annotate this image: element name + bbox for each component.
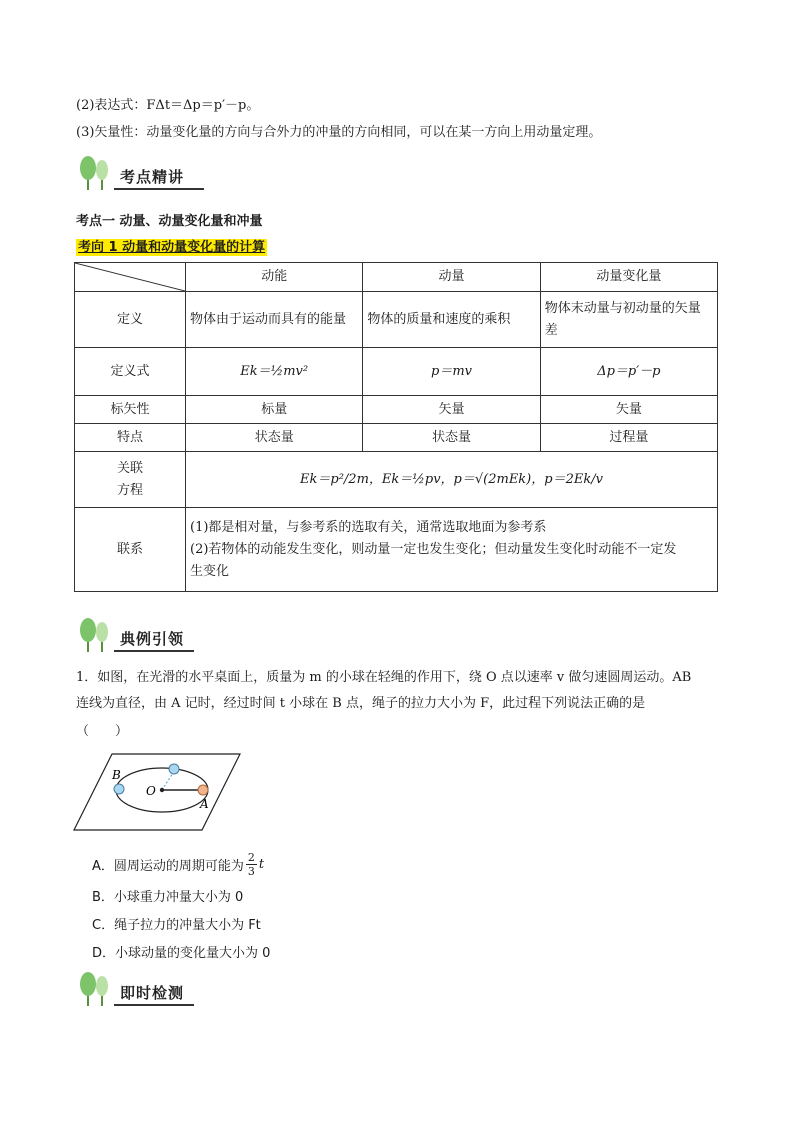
tree-icon: [76, 970, 116, 1010]
heading-underline: [114, 188, 204, 190]
cell-def-momentum: 物体的质量和速度的乘积: [363, 292, 540, 348]
heading-kaodian: [76, 154, 216, 194]
cell-connection: [186, 508, 718, 592]
connection-line1: (1)都是相对量，与参考系的选取有关，通常选取地面为参考系: [190, 519, 547, 535]
cell-feature-change: 过程量: [540, 424, 717, 452]
heading-underline: [114, 1004, 194, 1006]
vector-line: (3)矢量性：动量变化量的方向与合外力的冲量的方向相同，可以在某一方向上用动量定理。: [76, 125, 602, 140]
row-label-relation: [75, 452, 186, 508]
tree-icon: [76, 154, 116, 194]
table-corner: [75, 263, 186, 292]
label-a: A: [200, 797, 209, 811]
heading-kaodian-text: 考点精讲: [120, 168, 185, 186]
circular-motion-figure: [72, 752, 242, 832]
comparison-table: [74, 262, 718, 592]
connection-line3: 生变化: [190, 563, 230, 579]
question-line1: 1．如图，在光滑的水平桌面上，质量为 m 的小球在轻绳的作用下，绕 O 点以速率 v 做匀速圆周运动。AB: [76, 670, 692, 685]
question-line2: 连线为直径，由 A 记时，经过时间 t 小球在 B 点，绳子的拉力大小为 F，此过程下列说法正确的是: [76, 696, 646, 711]
header-kinetic-energy: 动能: [186, 263, 363, 292]
cell-sv-change: 矢量: [540, 396, 717, 424]
relation-label-line1: 关联: [116, 460, 143, 476]
cell-feature-kinetic: 状态量: [186, 424, 363, 452]
option-c[interactable]: C．绳子拉力的冲量大小为 Ft: [92, 918, 261, 933]
row-label-feature: 特点: [75, 424, 186, 452]
cell-feature-momentum: 状态量: [363, 424, 540, 452]
section-kaodian1: 考点一 动量、动量变化量和冲量: [76, 214, 263, 229]
diagonal-line: [75, 263, 185, 291]
option-a-suffix: t: [258, 856, 265, 872]
cell-def-change: 物体末动量与初动量的矢量差: [540, 292, 717, 348]
fraction-denominator: 3: [247, 864, 255, 878]
option-a-prefix: A．圆周运动的周期可能为: [92, 858, 244, 874]
option-a-fraction: [246, 851, 257, 878]
option-d[interactable]: D．小球动量的变化量大小为 0: [92, 946, 271, 961]
relation-label-line2: 方程: [116, 482, 143, 498]
cell-sv-momentum: 矢量: [363, 396, 540, 424]
label-o: O: [146, 784, 156, 798]
row-label-formula: 定义式: [75, 348, 186, 396]
heading-underline: [114, 650, 194, 652]
row-label-scalar-vector: 标矢性: [75, 396, 186, 424]
cell-relation-formula: Ek＝p²/2m，Ek＝½pv，p＝√(2mEk)，p＝2Ek/v: [186, 452, 718, 508]
header-momentum: 动量: [363, 263, 540, 292]
row-label-connection: 联系: [75, 508, 186, 592]
heading-dianli: [76, 616, 216, 656]
heading-dianli-text: 典例引领: [120, 630, 185, 648]
cell-def-kinetic: 物体由于运动而具有的能量: [186, 292, 363, 348]
tree-icon: [76, 616, 116, 656]
kaoxiang1-highlight: 考向 1 动量和动量变化量的计算: [78, 240, 266, 255]
expression-line: (2)表达式：FΔt＝Δp＝p′－p。: [76, 98, 260, 113]
option-b[interactable]: B．小球重力冲量大小为 0: [92, 890, 244, 905]
option-a[interactable]: [92, 848, 264, 880]
heading-jishi: [76, 970, 216, 1010]
section-kaoxiang1: [76, 236, 267, 255]
cell-sv-kinetic: 标量: [186, 396, 363, 424]
cell-formula-kinetic: Ek＝½mv²: [186, 348, 363, 396]
header-momentum-change: 动量变化量: [540, 263, 717, 292]
label-b: B: [112, 768, 121, 782]
fraction-numerator: 2: [247, 850, 255, 864]
question-paren: （ ）: [76, 724, 129, 739]
connection-line2: (2)若物体的动能发生变化，则动量一定也发生变化；但动量发生变化时动能不一定发: [190, 541, 677, 557]
cell-formula-change: Δp＝p′－p: [540, 348, 717, 396]
cell-formula-momentum: p＝mv: [363, 348, 540, 396]
row-label-definition: 定义: [75, 292, 186, 348]
heading-jishi-text: 即时检测: [120, 984, 185, 1002]
